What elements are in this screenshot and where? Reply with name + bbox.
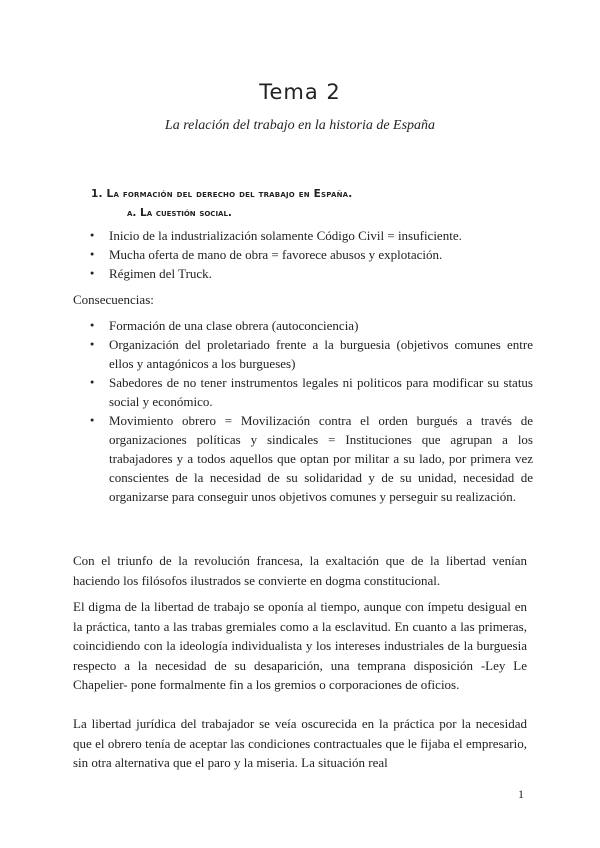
consecuencias-bullet-list xyxy=(73,316,533,506)
page-subtitle: La relación del trabajo en la historia de España xyxy=(164,118,436,133)
paragraph: Con el triunfo de la revolución francesa, la exaltación que de la libertad venían haciendo los filósofos ilustrados se convierte en dogma constitucional. xyxy=(73,553,527,588)
list-item: ● Movimiento obrero = Movilización contra el orden burgués a través de organizaciones políticas y sindicales = Instituciones que agrupan a los trabajadores y a todos aquellos que optan por militar a su lado, por primera vez conscientes de la necesidad de su solidaridad y de su unidad, necesidad de organizarse para conseguir unos objetivos comunes y perseguir su realización. xyxy=(73,411,533,506)
paragraph: El digma de la libertad de trabajo se oponía al tiempo, aunque con ímpetu desigual en la práctica, tanto a las trabas gremiales como a la esclavitud. En cuanto a las primeras, coincidiendo con la ideología individualista y los intereses industriales de la burguesia respecto a la necesidad de su desaparición, una temprana disposición -Ley Le Chapelier- pone formalmente fin a los gremios o corporaciones de oficios. xyxy=(73,599,527,692)
section-heading: 1. La formación del derecho del trabajo en España. xyxy=(91,188,353,200)
page-number: 1 xyxy=(518,787,524,801)
list-item: ● Sabedores de no tener instrumentos legales ni politicos para modificar su status social y económico. xyxy=(73,373,533,411)
page-title: Tema 2 xyxy=(259,80,341,104)
list-item: ● Inicio de la industrialización solamente Código Civil = insuficiente. xyxy=(73,226,533,245)
list-item: ● Régimen del Truck. xyxy=(73,264,533,283)
list-item: ● Organización del proletariado frente a la burguesia (objetivos comunes entre ellos y antagónicos a los burgueses) xyxy=(73,335,533,373)
subsection-heading: a. La cuestión social. xyxy=(127,207,232,219)
consecuencias-label: Consecuencias: xyxy=(73,292,154,307)
list-item: ● Mucha oferta de mano de obra = favorece abusos y explotación. xyxy=(73,245,533,264)
paragraph: La libertad jurídica del trabajador se veía oscurecida en la práctica por la necesidad que el obrero tenía de aceptar las condiciones contractuales que le fijaba el empresario, sin otra alternativa que el paro y la miseria. La situación real xyxy=(73,716,527,770)
intro-bullet-list xyxy=(73,226,533,283)
list-item: ● Formación de una clase obrera (autoconciencia) xyxy=(73,316,533,335)
